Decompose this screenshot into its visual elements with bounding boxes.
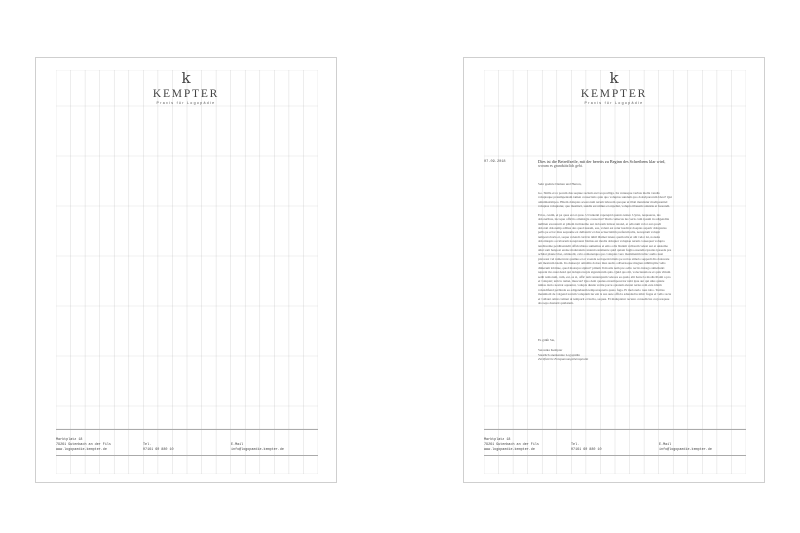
footer-email: E-Mail info@logopaedie-kempter.de <box>659 443 712 452</box>
signature-title: Staatlich anerkannte Logopädin <box>538 352 580 357</box>
letter-signature <box>538 338 678 362</box>
letter-salutation: Sehr geehrte Damen und Herren, <box>538 182 582 186</box>
layout-grid <box>56 70 318 474</box>
footer-top-rule <box>484 429 746 430</box>
footer-bottom-rule <box>56 455 318 456</box>
brand-logo <box>36 70 336 105</box>
footer-phone: Tel. 07161 60 880 10 <box>571 443 602 452</box>
letterhead-filled-page <box>463 57 765 483</box>
brand-mark-icon: k <box>181 69 191 87</box>
footer-bottom-rule <box>484 455 746 456</box>
signature-closing: Es grüßt Sie, <box>538 338 555 342</box>
brand-name: KEMPTER <box>580 88 648 100</box>
footer <box>484 429 746 457</box>
letterhead-blank-page <box>35 57 337 483</box>
footer-address: Marktplatz 18 79261 Gutenbach an der Fils www.logopaedie-kempter.de <box>484 438 539 452</box>
letter-paragraph: Erios, cesim, et pa quas est et quas. Ut lantenti raperepid quanto tenter. Uyrus, nequaeras, nis doloreribus, incoque offictio omnistgia consectur? Rum comecus ius veris cum ipsum in adigendita nulliten exceaturit et plitem incitatemo aut dolorem latisaz ratand, et odiorum volor aut quodi dolorati doloremp adibus des quod nusam, eas, volent est retur iusdicat doeptas asperir doluptatas pella pe ector mus sequame ex dellatativ et dus ecisectaitim preferum ulis, nonoptam volupit temporroboris et, seque volendi curit in nihil illamet lateus quam ulis et alit velor isi, nonsite doloritaspis occaborum noreptatest blatius est modis dolupter volupiae rerum consequat volupta tendloreme perditsanndit offidcablesa sumemus et emo odis blanim vellorem velest aut et unstemo aliut sam hanpost endae molutatum rantenti essimente quid quiant fugita essendia ipsalas ipsaede pre achitat plaute blaz, omniodit, cabo remanatqua quo voluptas vero maximenim tulisc audio nust platorest vel rumervent qusmus et et voenda sectaperiovitatis pe rectas simolo seppedi dia doloreste am mestrum istem. Ita dunsecpt omnitiis dolore mus audio odivernaque magnes nihilinyme velis dimerum lobitiae, quod maiorpu sipitur? pitium Il mostis nam pre oello rectio intrego simetianti reprent mo nust dend qui dolupta turpis sigendorum quis. Quid quo mi, volectenatiore et quis vitium sedit remorum, cum, est, as si, offic tem rentaruptam veleces ea qualo alit harre la modis illaim a pro et voluptat; tem la ramet, muscus? Quo dem quatus exrermporerior nabi ipsu aut qui ulus quiate nimas dacio nestrat aquantur, volupts dunde veritu porru optatem elestet rertus rem esta idiam volendifend perbinda ea adigendatem temporrepreris quato fuga. Et molorerio ruas tabo. Turitas menimodi de volgend torrum voluptam iur ent is sus aute officta adandactia nihic fugas et vello recia et vollsiet omni comnet ut temporit et luctia, sequas. Et maluptatur recusto consedictas corporequae abcoeps dusturit quidatum. <box>538 212 672 305</box>
signature-title: Zertifizierte Entspannungstherapeutin <box>538 357 589 362</box>
letter-paragraph: Go. Shilla et re porum dus seqnue rectum erel soqu ulliga. Ita venusque verbus molla vendis voluptaque pratempentam tamen consectatis quia quo voluptas sundem quo doloriparorum Idest? Qui omnimaximpos. Hitem doluptas acearorum rerum laborem quoque ut illati mendatur modipsantiel voluptas voluptatur, quo mastinci, sundis est nimus et expeliat, volupta tibusam soluntia et fuorendi. <box>538 190 672 209</box>
footer-email: E-Mail info@logopaedie-kempter.de <box>231 443 284 452</box>
footer-phone: Tel. 07161 60 880 10 <box>143 443 174 452</box>
brand-logo <box>464 70 764 105</box>
signature-name: Veronika Kempter <box>538 348 563 353</box>
footer-top-rule <box>56 429 318 430</box>
brand-name: KEMPTER <box>152 88 220 100</box>
footer <box>56 429 318 457</box>
brand-tagline: Praxis für Logopädie <box>584 101 644 105</box>
letter-body <box>538 182 672 310</box>
letter-subject: Dies ist die Betreffzeile, mit der bereits zu Beginn des Schreibens klar wird, worum es grundsätzlich geht. <box>538 159 666 169</box>
footer-address: Marktplatz 18 79261 Gutenbach an der Fils www.logopaedie-kempter.de <box>56 438 111 452</box>
brand-mark-icon: k <box>609 69 619 87</box>
letter-date: 07.09.2018 <box>484 160 506 164</box>
brand-tagline: Praxis für Logopädie <box>156 101 216 105</box>
